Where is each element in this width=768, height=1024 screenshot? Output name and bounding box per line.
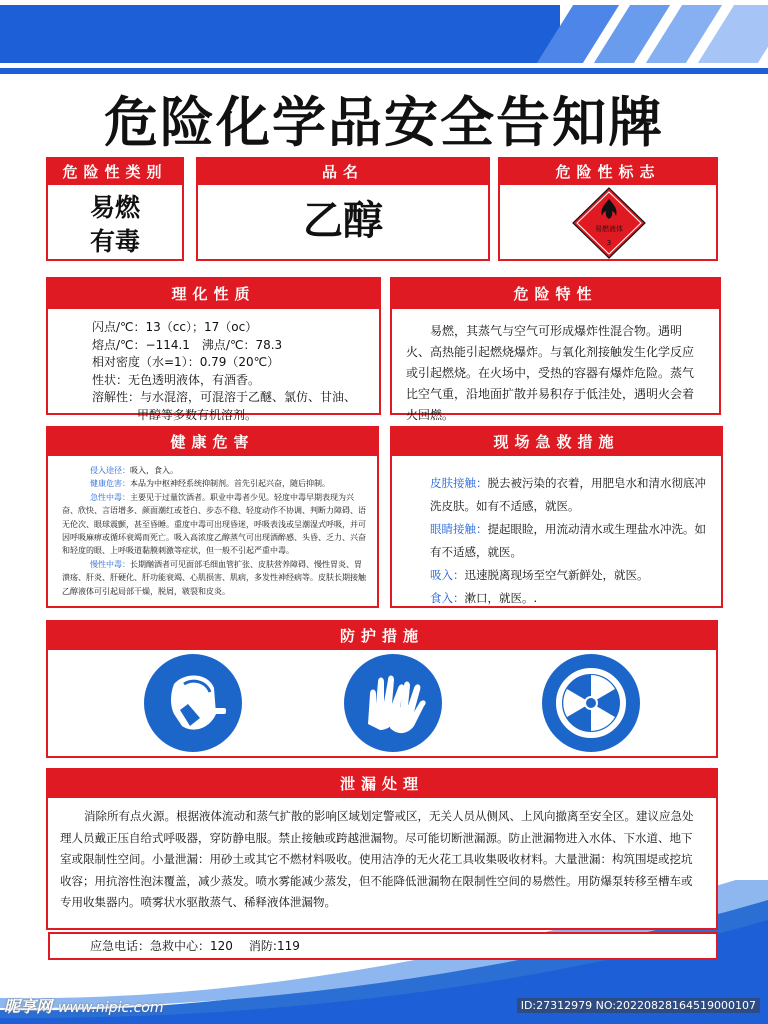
first-aid-header: 现场急救措施 (392, 428, 721, 456)
health-hazard-box (46, 426, 379, 608)
emergency-label: 应急电话： (90, 939, 151, 953)
prop-line: 相对密度（水=1）：0.79（20℃） (92, 355, 280, 369)
prop-line: 甲醇等多数有机溶剂。 (137, 407, 258, 422)
hazard-sign-box (498, 157, 718, 261)
prop-line: 闪点/℃：13（cc）；17（oc） (92, 320, 258, 334)
watermark-url: www.nipic.com (58, 1000, 164, 1016)
page-title: 危险化学品安全告知牌 (104, 90, 664, 154)
leak-handling-text: 消除所有点火源。根据液体流动和蒸气扩散的影响区域划定警戒区，无关人员从侧风、上风向撤离至安全区。建议应急处理人员戴正压自给式呼吸器，穿防静电服。禁止接触或跨越泄漏物。尽可能切断泄漏源。防止泄漏物进入水体、下水道、地下室或限制性空间。小量泄漏：用砂土或其它不燃材料吸收。使用洁净的无火花工具收集吸收材料。大量泄漏：构筑围堤或挖坑收容；用抗溶性泡沫覆盖，减少蒸发。喷水雾能减少蒸发，但不能降低泄漏物在限制性空间的易燃性。用防爆泵转移至槽车或专用收集器内。喷雾状水驱散蒸气、稀释液体泄漏物。 (60, 809, 694, 909)
protection-box (46, 620, 718, 758)
danger-characteristics-header: 危险特性 (392, 279, 719, 309)
hazard-category-header: 危险性类别 (48, 159, 182, 185)
skin-label: 皮肤接触： (430, 476, 488, 490)
route-label: 侵入途径： (90, 466, 130, 475)
acute-value: 主要见于过量饮酒者。职业中毒者少见。轻度中毒早期表现为兴奋、欣快、言语增多、颜面潮红或苍白、步态不稳、轻度动作不协调、判断力障碍、语无伦次、眼球震颤，甚至昏睡。重度中毒可出现昏迷，呼吸表浅或呈潮湿式呼吸，并可因呼吸麻痹或循环衰竭而死亡。吸入高浓度乙醇蒸气可出现酒醉感、头昏、乏力、兴奋和轻度的眼、上呼吸道黏膜刺激等症状，但一般不引起严重中毒。 (62, 492, 366, 556)
fire-number: 消防:119 (248, 939, 300, 953)
prop-line: 熔点/℃：−114.1 沸点/℃：78.3 (92, 337, 283, 352)
diamond-label: 易燃液体 (595, 225, 623, 233)
hazard-value: 本品为中枢神经系统抑制剂。首先引起兴奋，随后抑制。 (130, 479, 330, 489)
leak-handling-box (46, 768, 718, 930)
ventilation-fan-icon (542, 654, 640, 752)
product-name-header: 品名 (198, 159, 488, 185)
hazard-category-value: 易燃 有毒 (89, 193, 140, 256)
emergency-phone-bar (48, 932, 718, 960)
product-name-value: 乙醇 (303, 198, 383, 244)
diamond-class: 3 (606, 239, 612, 247)
danger-characteristics-box (390, 277, 721, 422)
physical-properties-box (46, 277, 381, 422)
eye-label: 眼睛接触： (430, 522, 488, 536)
prop-line: 溶解性：与水混溶，可混溶于乙醚、氯仿、甘油、 (92, 390, 357, 404)
danger-characteristics-text: 易燃，其蒸气与空气可形成爆炸性混合物。遇明火、高热能引起燃烧爆炸。与氧化剂接触发生化学反应或引起燃烧。在火场中，受热的容器有爆炸危险。蒸气比空气重，沿地面扩散并易积存于低洼处，遇明火会着火回燃。 (406, 324, 695, 422)
acute-label: 急性中毒： (90, 492, 130, 502)
inhale-value: 迅速脱离现场至空气新鲜处，就医。 (464, 568, 649, 582)
eye-value: 提起眼睑，用流动清水或生理盐水冲洗。如有不适感，就医。 (430, 522, 706, 559)
inhale-label: 吸入： (430, 568, 465, 582)
flammable-liquid-diamond-icon (564, 187, 654, 259)
health-hazard-text (48, 456, 377, 598)
skin-value: 脱去被污染的衣着，用肥皂水和清水彻底冲洗皮肤。如有不适感，就医。 (430, 476, 706, 513)
ingest-label: 食入： (430, 591, 465, 605)
ingest-value: 漱口，就医。. (464, 591, 538, 605)
hazard-category-box (46, 157, 184, 261)
physical-properties-list (48, 309, 379, 424)
hazard-sign-header: 危险性标志 (500, 159, 716, 185)
prop-line: 性状：无色透明液体，有酒香。 (92, 372, 261, 387)
first-aid-text (392, 456, 721, 610)
product-name-box (196, 157, 490, 261)
first-aid-box (390, 426, 723, 608)
leak-handling-header: 泄漏处理 (48, 770, 716, 798)
protection-header: 防护措施 (48, 622, 716, 650)
top-decor-band (0, 0, 768, 80)
chronic-label: 慢性中毒： (90, 559, 130, 569)
protective-gloves-icon (344, 654, 442, 752)
hazard-label: 健康危害： (90, 479, 130, 489)
physical-properties-header: 理化性质 (48, 279, 379, 309)
health-hazard-header: 健康危害 (48, 428, 377, 456)
respirator-mask-icon (144, 654, 242, 752)
watermark-id: ID:27312979 NO:20220828164519000107 (517, 998, 760, 1013)
watermark-brand: 昵享网 www.nipic.com (4, 997, 164, 1016)
rescue-number: 急救中心：120 (150, 939, 233, 953)
chronic-value: 长期酗酒者可见面部毛细血管扩张、皮肤营养障碍、慢性胃炎、胃溃疡、肝炎、肝硬化、肝功能衰竭、心肌损害、肌病，多发性神经病等。皮肤长期接触乙醇液体可引起局部干燥，脱屑，皲裂和皮炎。 (62, 559, 366, 596)
route-value: 吸入，食入。 (130, 466, 178, 475)
